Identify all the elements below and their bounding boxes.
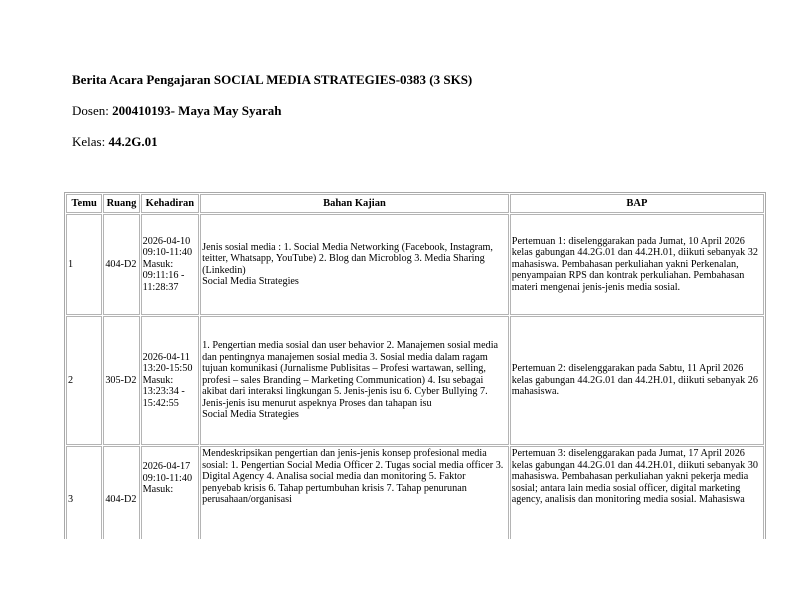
kehadiran-masuk-time: 13:23:34 - 15:42:55 <box>142 386 185 409</box>
kehadiran-time: 09:10-11:40 <box>142 247 193 259</box>
cell-ruang: 305-D2 <box>103 316 139 445</box>
cell-ruang: 404-D2 <box>103 446 139 539</box>
cell-temu: 2 <box>66 316 102 445</box>
cell-bap: Pertemuan 3: diselenggarakan pada Jumat, 17 April 2026 kelas gabungan 44.2G.01 dan 44.2H.01, diikuti sebanyak 30 mahasiswa. Pembahasan perkuliahan yakni pekerja media sosial; antara lain media sosial officer, digital marketing agency, analisis dan monitoring media sosial. Mahasiswa <box>510 446 764 539</box>
kehadiran-masuk-label: Masuk: <box>142 484 174 495</box>
bahan-kajian-course: Social Media Strategies <box>202 409 299 421</box>
bahan-kajian-course: Social Media Strategies <box>202 276 299 287</box>
kehadiran-time: 13:20-15:50 <box>142 363 193 375</box>
kehadiran-masuk-time: 09:11:16 - 11:28:37 <box>142 270 185 293</box>
kehadiran-date: 2026-04-17 <box>142 461 191 472</box>
table-row <box>66 214 764 315</box>
cell-bap: Pertemuan 1: diselenggarakan pada Jumat, 10 April 2026 kelas gabungan 44.2G.01 dan 44.2H.01, diikuti sebanyak 32 mahasiswa. Pembahasan perkuliahan yakni Perkenalan, penyampaian RPS dan kontrak perkuliahan. Pembahasan materi mengenai jenis-jenis media sosial. <box>510 214 764 315</box>
table-row <box>66 446 764 539</box>
cell-temu: 1 <box>66 214 102 315</box>
lecturer-line <box>72 103 281 119</box>
column-header-temu: Temu <box>66 194 102 213</box>
bahan-kajian-text: 1. Pengertian media sosial dan user behavior 2. Manajemen sosial media dan pentingnya manajemen sosial media 3. Sosial media dalam ragam tujuan komunikasi (Jurnalisme Publisitas – Profesi wartawan, selling, profesi – sales Branding – Marketing Communication) 4. Isu sebagai akibat dari interaksi lingkungan 5. Jenis-jenis isu 6. Cyber Bullying 7. Jenis-jenis isu menurut aspeknya Proses dan tahapan isu <box>202 340 499 409</box>
cell-kehadiran <box>141 446 200 539</box>
class-label: Kelas: <box>72 134 106 149</box>
column-header-ruang: Ruang <box>103 194 139 213</box>
column-header-bap: BAP <box>510 194 764 213</box>
column-header-kehadiran: Kehadiran <box>141 194 200 213</box>
lecturer-value: 200410193- Maya May Syarah <box>112 103 282 118</box>
bahan-kajian-text: Jenis sosial media : 1. Social Media Networking (Facebook, Instagram, teitter, Whatsapp, YouTube) 2. Blog dan Microblog 3. Media Sharing (Linkedin) <box>202 241 493 276</box>
lecturer-label: Dosen: <box>72 103 109 118</box>
attendance-table <box>64 192 766 539</box>
kehadiran-date: 2026-04-11 <box>142 351 190 363</box>
cell-kehadiran <box>141 214 200 315</box>
bahan-kajian-text: Mendeskripsikan pengertian dan jenis-jenis konsep profesional media sosial: 1. Pengertian Social Media Officer 2. Tugas social media officer 3. Digital Agency 4. Analisa social media dan monitoring 5. Faktor penyebab krisis 6. Tahap pertumbuhan krisis 7. Tahap penurunan perusahaan/organisasi <box>202 448 504 505</box>
class-value: 44.2G.01 <box>108 134 158 149</box>
cell-bahan-kajian <box>200 446 509 539</box>
class-line <box>72 134 158 150</box>
cell-ruang: 404-D2 <box>103 214 139 315</box>
cell-kehadiran <box>141 316 200 445</box>
kehadiran-masuk-label: Masuk: <box>142 374 174 386</box>
cell-bahan-kajian <box>200 316 509 445</box>
kehadiran-masuk-label: Masuk: <box>142 258 174 270</box>
kehadiran-time: 09:10-11:40 <box>142 472 193 484</box>
cell-bap: Pertemuan 2: diselenggarakan pada Sabtu, 11 April 2026 kelas gabungan 44.2G.01 dan 44.2H.01, diikuti sebanyak 26 mahasiswa. <box>510 316 764 445</box>
table-row <box>66 316 764 445</box>
attendance-table-container <box>64 192 766 539</box>
table-header-row <box>66 194 764 213</box>
cell-temu: 3 <box>66 446 102 539</box>
page-title: Berita Acara Pengajaran SOCIAL MEDIA STRATEGIES-0383 (3 SKS) <box>72 72 473 87</box>
cell-bahan-kajian <box>200 214 509 315</box>
column-header-bahan-kajian: Bahan Kajian <box>200 194 509 213</box>
kehadiran-date: 2026-04-10 <box>142 235 191 247</box>
